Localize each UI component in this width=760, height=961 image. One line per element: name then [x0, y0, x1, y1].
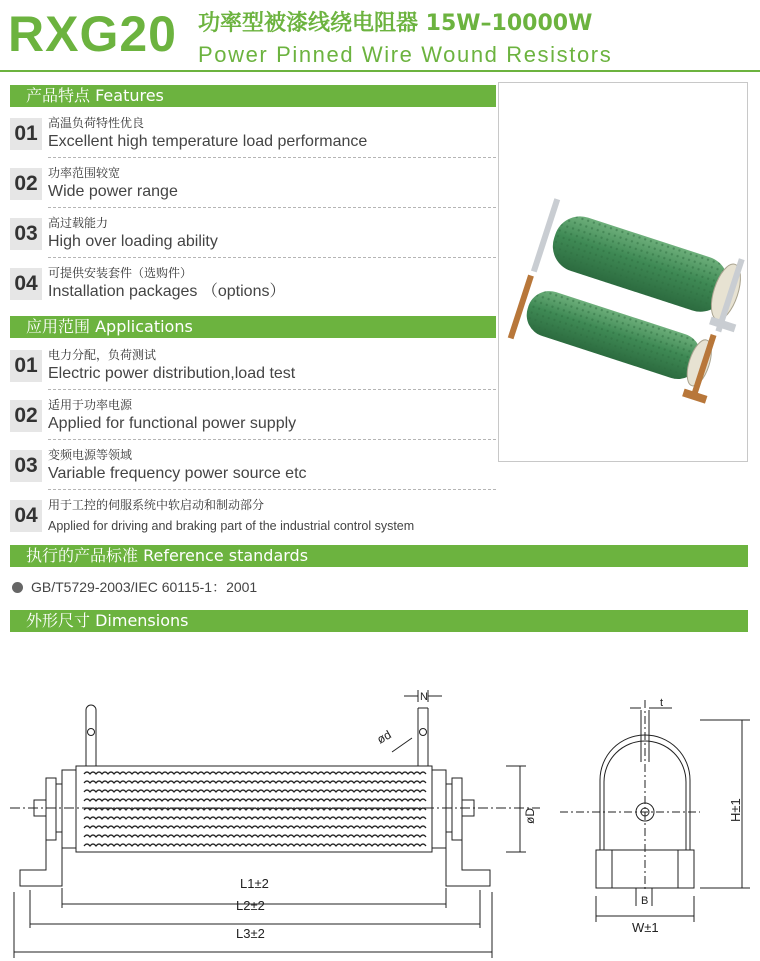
dim-h-label: H±1	[728, 798, 743, 822]
dim-d-label: ød	[374, 727, 394, 747]
resistor-illustration	[499, 83, 747, 461]
item-cn-text: 可提供安装套件（选购件）	[48, 266, 193, 280]
features-heading: 产品特点 Features	[10, 85, 496, 107]
dashed-divider	[48, 389, 496, 390]
dashed-divider	[48, 207, 496, 208]
item-en-text: Wide power range	[48, 183, 178, 200]
dim-b-label: B	[641, 895, 649, 907]
dimensions-heading: 外形尺寸 Dimensions	[10, 610, 748, 632]
title-en: Power Pinned Wire Wound Resistors	[198, 42, 613, 67]
item-number: 04	[10, 500, 42, 532]
dashed-divider	[48, 439, 496, 440]
feature-item	[10, 210, 490, 258]
feature-item	[10, 260, 490, 308]
title-cn: 功率型被漆线绕电阻器 15W–10000W	[198, 11, 593, 36]
feature-item	[10, 110, 490, 158]
model-number: RXG20	[8, 6, 177, 62]
bullet-icon	[12, 582, 23, 593]
item-cn-text: 电力分配，负荷测试	[48, 348, 157, 362]
dim-l2-label: L2±2	[236, 898, 265, 913]
header-divider	[0, 70, 760, 72]
item-cn-text: 高温负荷特性优良	[48, 116, 145, 130]
item-en-text: Variable frequency power source etc	[48, 465, 307, 482]
standard-entry	[12, 578, 257, 596]
dim-t-label: t	[660, 697, 664, 709]
item-en-text: Applied for functional power supply	[48, 415, 297, 432]
dashed-divider	[48, 157, 496, 158]
dim-w-label: W±1	[632, 920, 659, 935]
dim-D-label: øD	[523, 808, 537, 824]
dim-l1-label: L1±2	[240, 876, 269, 891]
item-en-text: Electric power distribution,load test	[48, 365, 296, 382]
wire-winding	[84, 772, 426, 846]
application-item	[10, 342, 490, 390]
application-item	[10, 392, 490, 440]
dimension-drawing	[0, 660, 760, 960]
application-item	[10, 492, 490, 540]
item-cn-text: 适用于功率电源	[48, 398, 133, 412]
application-item	[10, 442, 490, 490]
dim-n-label: N	[420, 691, 428, 703]
side-view	[560, 700, 750, 922]
applications-heading: 应用范围 Applications	[10, 316, 496, 338]
dim-l3-label: L3±2	[236, 926, 265, 941]
item-cn-text: 变频电源等领域	[48, 448, 133, 462]
item-cn-text: 高过载能力	[48, 216, 109, 230]
dashed-divider	[48, 489, 496, 490]
item-en-text: Applied for driving and braking part of the industrial control system	[48, 519, 415, 533]
standard-text: GB/T5729-2003/IEC 60115-1：2001	[31, 579, 258, 595]
item-en-text: Installation packages （options）	[48, 283, 286, 300]
standards-heading: 执行的产品标准 Reference standards	[10, 545, 748, 567]
product-photo	[498, 82, 748, 462]
feature-item	[10, 160, 490, 208]
item-en-text: Excellent high temperature load performance	[48, 133, 368, 150]
item-cn-text: 用于工控的伺服系统中软启动和制动部分	[48, 498, 265, 512]
item-cn-text: 功率范围较宽	[48, 166, 121, 180]
item-en-text: High over loading ability	[48, 233, 218, 250]
item-number: 04	[10, 268, 42, 300]
item-number: 01	[10, 350, 42, 382]
item-number: 02	[10, 168, 42, 200]
dashed-divider	[48, 257, 496, 258]
item-number: 03	[10, 218, 42, 250]
item-number: 01	[10, 118, 42, 150]
item-number: 03	[10, 450, 42, 482]
item-number: 02	[10, 400, 42, 432]
